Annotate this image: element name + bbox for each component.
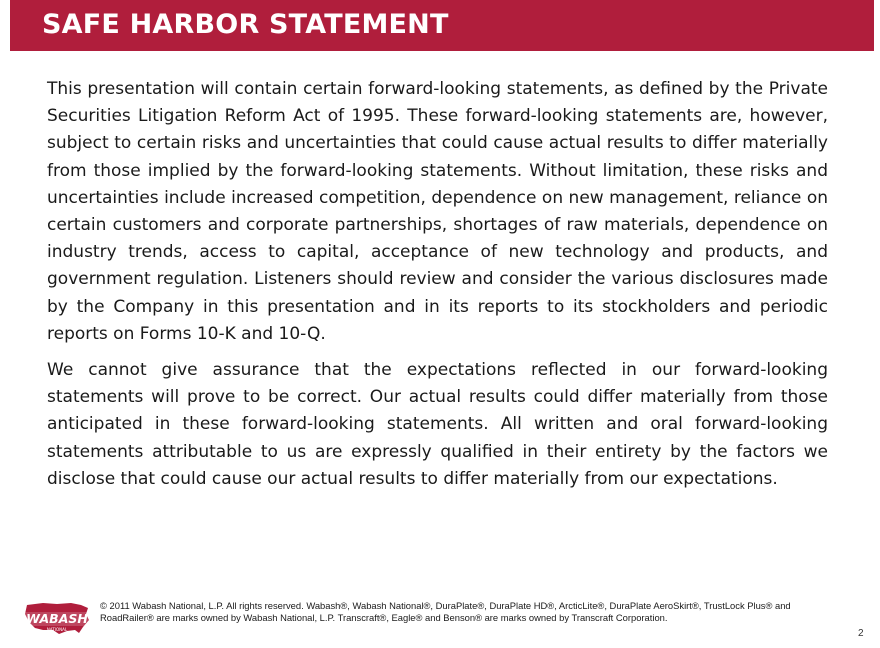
wabash-logo	[23, 600, 91, 638]
page-title: SAFE HARBOR STATEMENT	[42, 9, 449, 40]
paragraph-forward-looking: This presentation will contain certain forward-looking statements, as defined by the Private Securities Litigation Reform Act of 1995. These forward-looking statements are, however, subject to certain risks and uncertainties that could cause actual results to differ materially from those implied by the forward-looking statements. Without limitation, these risks and uncertainties include increased competition, dependence on new management, reliance on certain customers and corporate partnerships, shortages of raw materials, dependence on industry trends, access to capital, acceptance of new technology and products, and government regulation. Listeners should review and consider the various disclosures made by the Company in this presentation and in its reports to its stockholders and periodic reports on Forms 10-K and 10-Q.	[47, 79, 828, 344]
title-bar	[10, 0, 874, 51]
logo-subtext: NATIONAL	[46, 627, 68, 632]
logo-wordmark: WABASH	[26, 611, 88, 626]
page-number: 2	[858, 628, 864, 639]
copyright-notice: © 2011 Wabash National, L.P. All rights reserved. Wabash®, Wabash National®, DuraPlate®, DuraPlate HD®, ArcticLite®, DuraPlate AeroSkirt®, TrustLock Plus® and RoadRailer® are marks owned by Wabash National, L.P. Transcraft®, Eagle® and Benson® are marks owned by Transcraft Corporation.	[100, 600, 791, 624]
body-text	[47, 76, 828, 502]
paragraph-assurance: We cannot give assurance that the expectations reflected in our forward-looking statements will prove to be correct. Our actual results could differ materially from those anticipated in these forward-looking statements. All written and oral forward-looking statements attributable to us are expressly qualified in their entirety by the factors we disclose that could cause our actual results to differ materially from our expectations.	[47, 360, 828, 489]
